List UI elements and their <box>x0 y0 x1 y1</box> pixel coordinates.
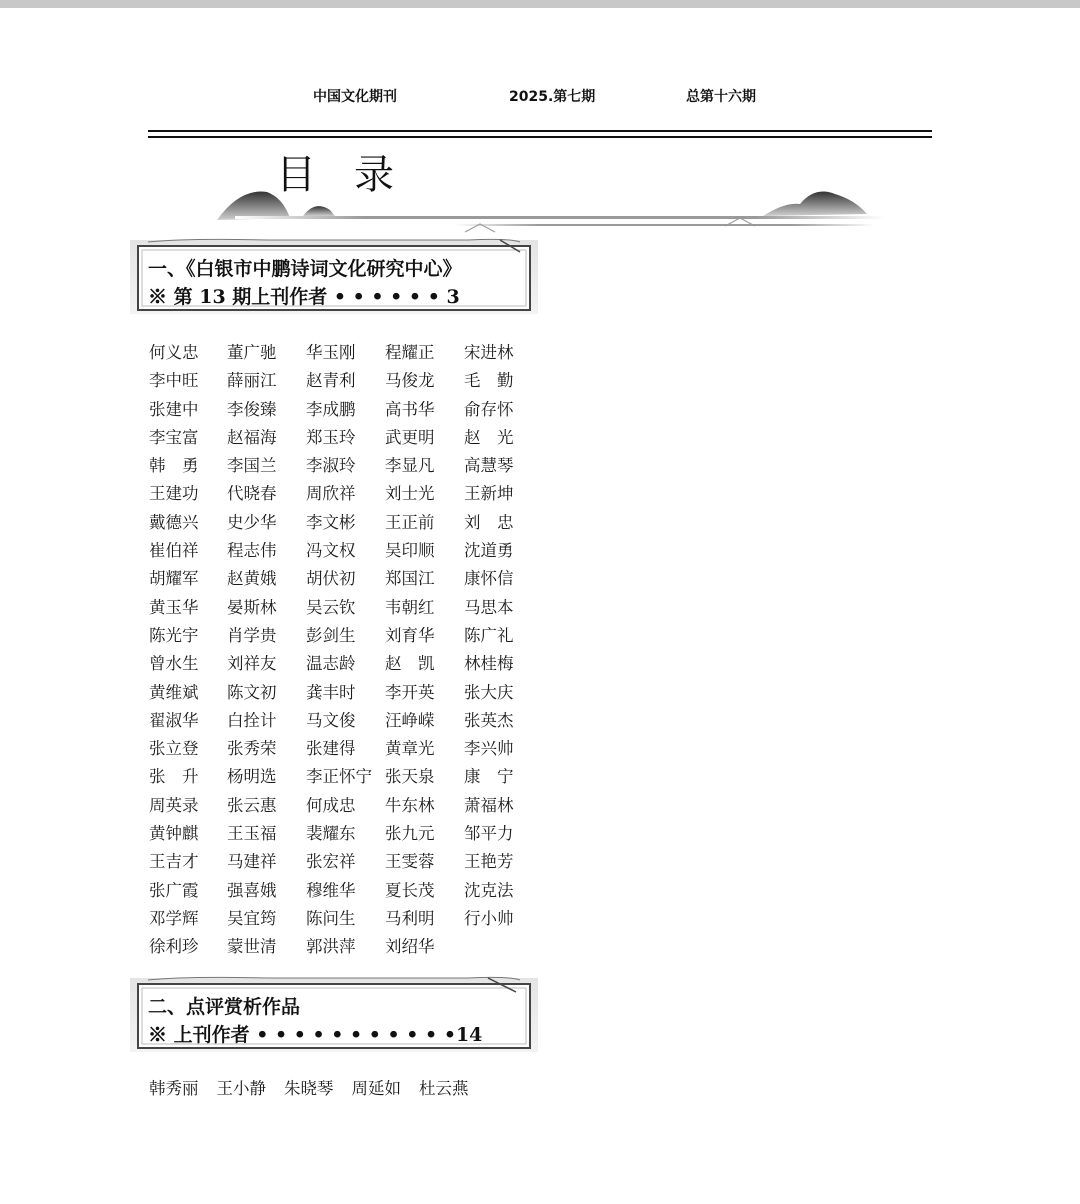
author-name: 陈光宇 <box>149 625 199 645</box>
author-name: 翟淑华 <box>149 710 199 730</box>
author-name: 何义忠 <box>149 343 199 362</box>
author-name: 刘绍华 <box>385 937 435 957</box>
author-name: 张天泉 <box>385 767 435 787</box>
author-name: 温志龄 <box>306 654 356 674</box>
author-name: 史少华 <box>227 512 277 532</box>
author-name: 杜云燕 <box>419 1079 469 1098</box>
author-name: 蒙世清 <box>227 937 277 957</box>
author-name: 张云惠 <box>227 795 277 815</box>
author-name: 崔伯祥 <box>149 541 199 561</box>
author-name: 白拴计 <box>227 710 277 730</box>
author-name: 郭洪萍 <box>306 937 356 957</box>
author-row <box>149 339 549 367</box>
total-issue: 总第十六期 <box>686 89 756 105</box>
author-row <box>149 452 549 480</box>
section2-title: 二、点评赏析作品 <box>148 996 301 1018</box>
author-name: 李淑玲 <box>306 456 356 476</box>
header-rule-top <box>148 130 932 132</box>
author-name: 王雯蓉 <box>385 852 435 872</box>
author-name: 黄钟麒 <box>149 824 199 844</box>
author-name: 刘 忠 <box>464 512 514 532</box>
author-name: 张宏祥 <box>306 852 356 872</box>
author-name: 汪峥嵘 <box>385 710 435 730</box>
author-name: 赵 光 <box>464 427 514 447</box>
author-name: 程耀正 <box>385 343 435 362</box>
author-name: 行小帅 <box>464 908 514 928</box>
author-name: 华玉刚 <box>306 343 356 362</box>
author-name: 武更明 <box>385 427 435 447</box>
author-name: 黄玉华 <box>149 597 199 617</box>
author-name: 李俊臻 <box>227 399 277 419</box>
author-name: 牛东林 <box>385 795 435 815</box>
author-row <box>149 792 549 820</box>
author-name: 张广霞 <box>149 880 199 900</box>
author-name: 韩秀丽 <box>149 1079 199 1098</box>
author-row <box>149 763 549 791</box>
author-name: 李兴帅 <box>464 739 514 759</box>
author-name: 肖学贵 <box>227 625 277 645</box>
author-name: 李正怀宁 <box>306 767 372 787</box>
author-row <box>149 848 549 876</box>
author-name: 邓学辉 <box>149 908 199 928</box>
author-name: 沈克法 <box>464 880 514 900</box>
page-header <box>0 86 1080 110</box>
author-name: 杨明选 <box>227 767 277 787</box>
author-name: 张建得 <box>306 739 356 759</box>
author-name: 周欣祥 <box>306 484 356 504</box>
author-row <box>149 424 549 452</box>
toc-title: 目录 <box>276 152 432 198</box>
author-name: 赵福海 <box>227 427 277 447</box>
author-name: 彭剑生 <box>306 625 356 645</box>
author-name: 宋进林 <box>464 343 514 362</box>
author-name: 张九元 <box>385 824 435 844</box>
author-name: 李中旺 <box>149 371 199 391</box>
author-name: 戴德兴 <box>149 512 199 532</box>
author-name: 吴宜筠 <box>227 908 277 928</box>
author-row <box>149 509 549 537</box>
author-row <box>149 537 549 565</box>
header-rule-bottom <box>148 136 932 138</box>
author-name: 赵 凯 <box>385 654 435 674</box>
author-name: 吴云钦 <box>306 597 356 617</box>
author-name: 陈文初 <box>227 682 277 702</box>
author-name: 董广驰 <box>227 343 277 362</box>
author-name: 郑玉玲 <box>306 427 356 447</box>
author-row <box>149 480 549 508</box>
author-name: 陈广礼 <box>464 625 514 645</box>
author-name: 赵黄娥 <box>227 569 277 589</box>
author-row <box>149 905 549 933</box>
author-name: 韩 勇 <box>149 456 199 476</box>
author-name: 李显凡 <box>385 456 435 476</box>
author-name: 曾水生 <box>149 654 199 674</box>
author-name: 马建祥 <box>227 852 277 872</box>
top-gray-bar <box>0 0 1080 8</box>
author-row <box>149 367 549 395</box>
author-name: 夏长茂 <box>385 880 435 900</box>
author-name: 晏斯林 <box>227 597 277 617</box>
author-name: 马文俊 <box>306 710 356 730</box>
author-name: 王玉福 <box>227 824 277 844</box>
author-name: 刘祥友 <box>227 654 277 674</box>
author-name: 李宝富 <box>149 427 199 447</box>
author-name: 林桂梅 <box>464 654 514 674</box>
section2-author-list <box>149 1075 487 1099</box>
author-name: 李开英 <box>385 682 435 702</box>
journal-name: 中国文化期刊 <box>313 89 397 105</box>
author-name: 胡耀军 <box>149 569 199 589</box>
author-row <box>149 735 549 763</box>
author-row <box>149 396 549 424</box>
author-name: 马利明 <box>385 908 435 928</box>
author-name: 朱晓琴 <box>284 1079 334 1098</box>
author-row <box>149 565 549 593</box>
author-name: 陈问生 <box>306 908 356 928</box>
section1-banner <box>128 238 540 316</box>
author-row <box>149 622 549 650</box>
author-row <box>149 877 549 905</box>
author-name: 王艳芳 <box>464 852 514 872</box>
section1-subtitle: ※ 第 13 期上刊作者 • • • • • • 3 <box>148 286 460 308</box>
author-name: 张大庆 <box>464 682 514 702</box>
author-name: 裴耀东 <box>306 824 356 844</box>
author-name: 王建功 <box>149 484 199 504</box>
author-name: 周英录 <box>149 795 199 815</box>
author-name: 胡伏初 <box>306 569 356 589</box>
author-name: 何成忠 <box>306 795 356 815</box>
author-name: 康 宁 <box>464 767 514 787</box>
author-name: 李文彬 <box>306 512 356 532</box>
author-name: 李国兰 <box>227 456 277 476</box>
author-name: 郑国江 <box>385 569 435 589</box>
author-name: 赵青利 <box>306 371 356 391</box>
author-name: 萧福林 <box>464 795 514 815</box>
author-name: 徐利珍 <box>149 937 199 957</box>
author-name: 刘士光 <box>385 484 435 504</box>
author-name: 冯文权 <box>306 541 356 561</box>
author-name: 高慧琴 <box>464 456 514 476</box>
author-name: 张秀荣 <box>227 739 277 759</box>
author-name: 王新坤 <box>464 484 514 504</box>
author-name: 代晓春 <box>227 484 277 504</box>
author-row <box>149 650 549 678</box>
author-name: 俞存怀 <box>464 399 514 419</box>
author-name: 薛丽江 <box>227 371 277 391</box>
author-name: 张 升 <box>149 767 199 787</box>
author-name: 高书华 <box>385 399 435 419</box>
author-name: 黄章光 <box>385 739 435 759</box>
author-name: 马思本 <box>464 597 514 617</box>
author-name: 周延如 <box>351 1079 401 1098</box>
section1-author-list <box>149 339 549 962</box>
author-name: 马俊龙 <box>385 371 435 391</box>
section2-banner <box>128 976 540 1054</box>
author-name: 张英杰 <box>464 710 514 730</box>
author-name: 吴印顺 <box>385 541 435 561</box>
author-row <box>149 820 549 848</box>
author-name: 黄维斌 <box>149 682 199 702</box>
mountain-decoration <box>195 180 895 240</box>
author-name: 王正前 <box>385 512 435 532</box>
author-row <box>149 679 549 707</box>
author-name: 穆维华 <box>306 880 356 900</box>
author-name: 王吉才 <box>149 852 199 872</box>
section1-title: 一、《白银市中鹏诗词文化研究中心》 <box>148 258 462 280</box>
author-name: 康怀信 <box>464 569 514 589</box>
author-name: 沈道勇 <box>464 541 514 561</box>
author-name: 韦朝红 <box>385 597 435 617</box>
author-name: 强喜娥 <box>227 880 277 900</box>
author-name: 张建中 <box>149 399 199 419</box>
author-name: 毛 勤 <box>464 371 514 391</box>
author-name: 王小静 <box>216 1079 266 1098</box>
section2-subtitle: ※ 上刊作者 • • • • • • • • • • •14 <box>148 1024 483 1046</box>
author-row <box>149 594 549 622</box>
author-row <box>149 933 549 961</box>
author-name: 张立登 <box>149 739 199 759</box>
author-name: 刘育华 <box>385 625 435 645</box>
author-name: 程志伟 <box>227 541 277 561</box>
author-name: 李成鹏 <box>306 399 356 419</box>
issue-number: 2025.第七期 <box>509 89 596 105</box>
author-name: 邹平力 <box>464 824 514 844</box>
author-row <box>149 707 549 735</box>
author-name: 龚丰时 <box>306 682 356 702</box>
